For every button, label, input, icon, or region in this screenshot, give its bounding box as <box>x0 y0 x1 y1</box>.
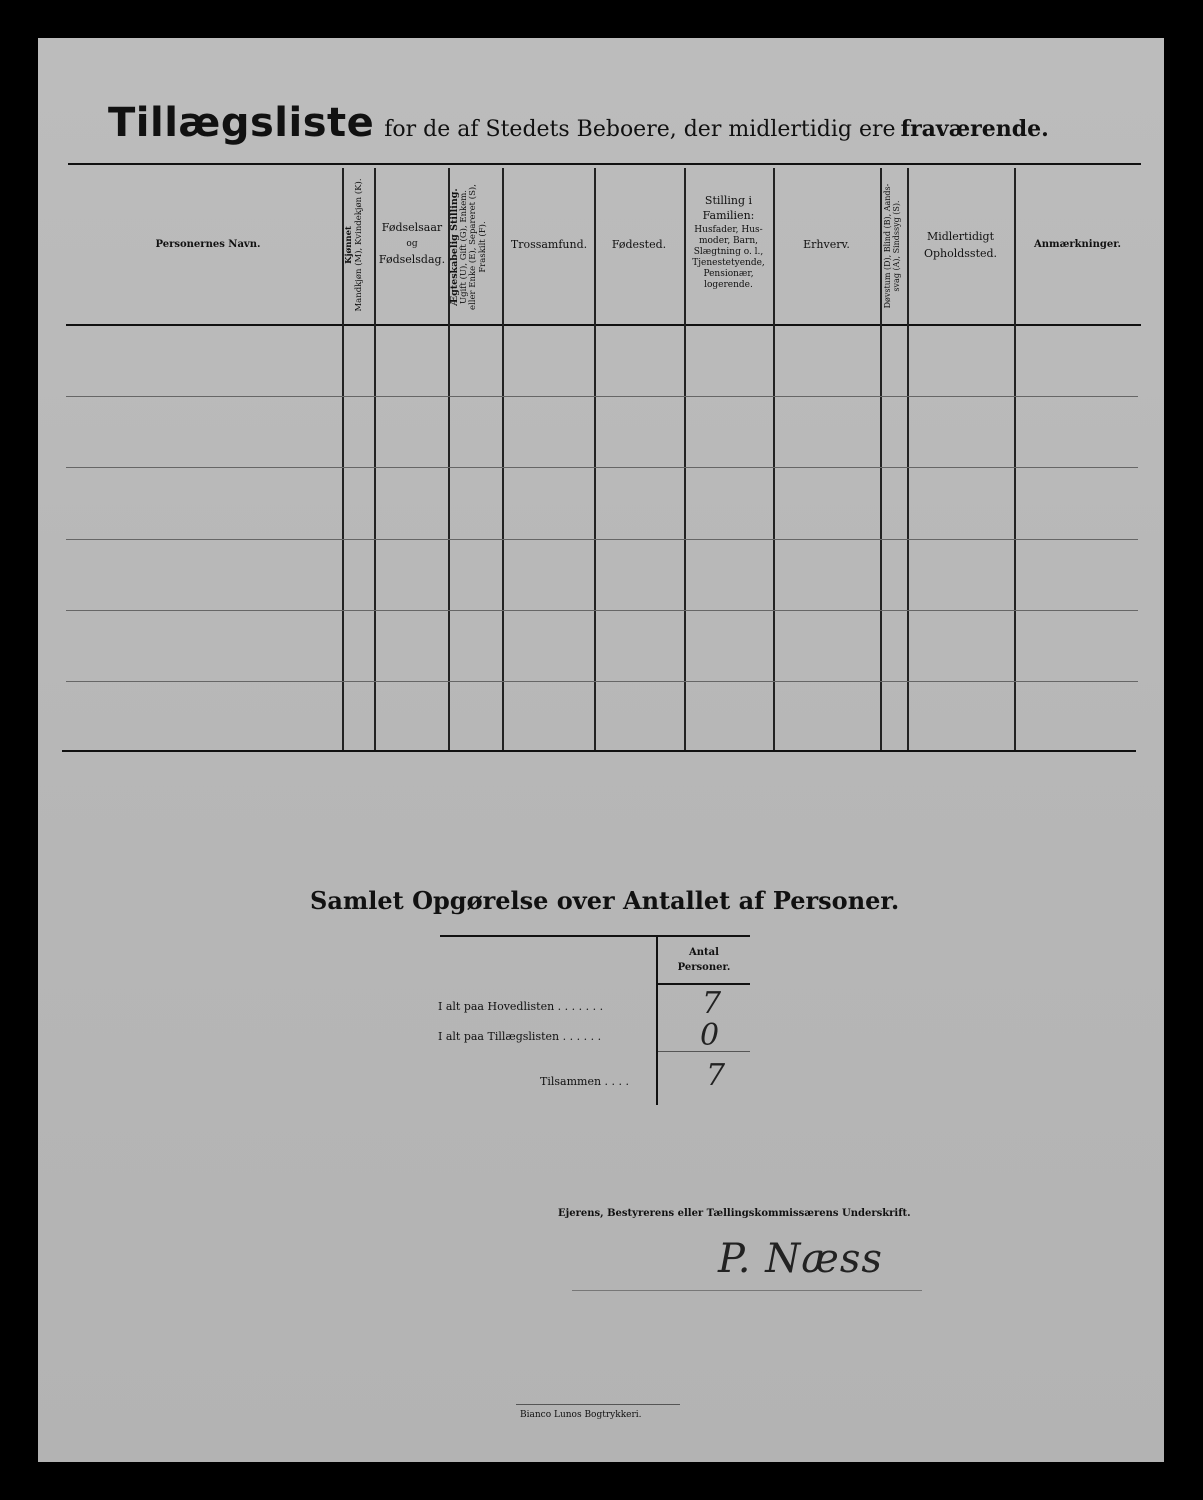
stilling-line-6: Tjenestetyende, <box>692 258 765 268</box>
title-rest: for de af Stedets Beboere, der midlertidig ere <box>384 117 896 142</box>
summary-title: Samlet Opgørelse over Antallet af Personer. <box>310 886 900 915</box>
table-header-rule <box>66 324 1141 326</box>
col-header-aegteskab <box>450 172 488 322</box>
form-title <box>108 100 1108 146</box>
fodsel-line-1: Fødselsaar <box>381 221 443 234</box>
row-divider <box>66 610 1138 611</box>
summary-row-label: Tilsammen . . . . <box>540 1075 630 1088</box>
row-divider <box>66 539 1138 540</box>
summary-col-header-2: Personer. <box>677 962 731 973</box>
midl-line-2: Opholdssted. <box>923 247 998 260</box>
row-divider <box>66 396 1138 397</box>
dov-line-2: svag (A), Sindssyg (S). <box>892 200 901 292</box>
summary-col-header-1: Antal <box>689 947 719 958</box>
stilling-line-3: Husfader, Hus- <box>694 225 763 235</box>
stilling-line-5: Slægtning o. l., <box>693 247 764 257</box>
row-divider <box>66 467 1138 468</box>
summary-row-label: I alt paa Hovedlisten . . . . . . . <box>438 1000 604 1013</box>
signature-line <box>572 1290 922 1291</box>
midl-line-1: Midlertidigt <box>926 230 995 243</box>
kjonnet-line-2: Mandkjøn (M), Kvindekjøn (K). <box>354 178 364 312</box>
stilling-line-2: Familien: <box>702 209 755 222</box>
stilling-line-4: moder, Barn, <box>698 236 758 246</box>
col-header-midlertidigt <box>907 228 1014 262</box>
summary-value-tilsammen: 7 <box>706 1058 726 1093</box>
signature-handwritten: P. Næss <box>718 1236 883 1282</box>
col-divider <box>1014 168 1016 750</box>
col-header-navn: Personernes Navn. <box>155 239 261 250</box>
printer-rule <box>516 1404 680 1405</box>
summary-value-hovedlisten: 7 <box>702 986 722 1021</box>
fodsel-line-3: Fødselsdag. <box>378 253 446 266</box>
stilling-line-1: Stilling i <box>704 194 753 207</box>
aegt-line-4: Fraskilt (F). <box>477 221 488 273</box>
aegt-line-2: Ugift (U), Gift (G), Enkem. <box>458 190 469 305</box>
summary-col-header <box>658 945 750 975</box>
title-bold-end: fraværende. <box>900 116 1049 142</box>
col-header-dovstum <box>883 171 901 321</box>
signature-caption: Ejerens, Bestyrerens eller Tællingskommissærens Underskrift. <box>558 1208 911 1219</box>
col-divider <box>502 168 504 750</box>
summary-row-label: I alt paa Tillægslisten . . . . . . <box>438 1030 602 1043</box>
printer-imprint: Bianco Lunos Bogtrykkeri. <box>520 1410 642 1420</box>
table-bottom-rule <box>62 750 1136 752</box>
col-header-stilling <box>684 193 773 291</box>
col-header-tros: Trossamfund. <box>510 238 588 251</box>
aegt-line-1: Ægteskabelig Stilling. <box>449 188 460 306</box>
col-divider <box>773 168 775 750</box>
census-form-sheet <box>38 38 1164 1462</box>
summary-header-rule <box>658 983 750 985</box>
col-header-fodested: Fødested. <box>611 238 667 251</box>
table-top-rule <box>68 163 1141 165</box>
col-divider <box>880 168 882 750</box>
col-header-fodsel <box>376 220 448 268</box>
summary-top-rule <box>440 935 750 937</box>
col-header-erhverv: Erhverv. <box>803 238 850 251</box>
summary-value-tillaegslisten: 0 <box>700 1018 720 1053</box>
row-divider <box>66 681 1138 682</box>
fodsel-line-2: og <box>406 239 418 249</box>
col-header-kjonnet <box>344 170 364 320</box>
title-main: Tillægsliste <box>108 100 375 146</box>
aegt-line-3: eller Enke (E), Separeret (S), <box>468 184 478 310</box>
col-header-anmaerkninger: Anmærkninger. <box>1033 239 1122 250</box>
stilling-line-8: logerende. <box>704 280 753 290</box>
kjonnet-line-1: Kjønnet <box>344 226 354 264</box>
dov-line-1: Døvstum (D), Blind (B), Aands- <box>883 183 892 309</box>
col-divider <box>594 168 596 750</box>
stilling-line-7: Pensionær, <box>703 269 754 279</box>
